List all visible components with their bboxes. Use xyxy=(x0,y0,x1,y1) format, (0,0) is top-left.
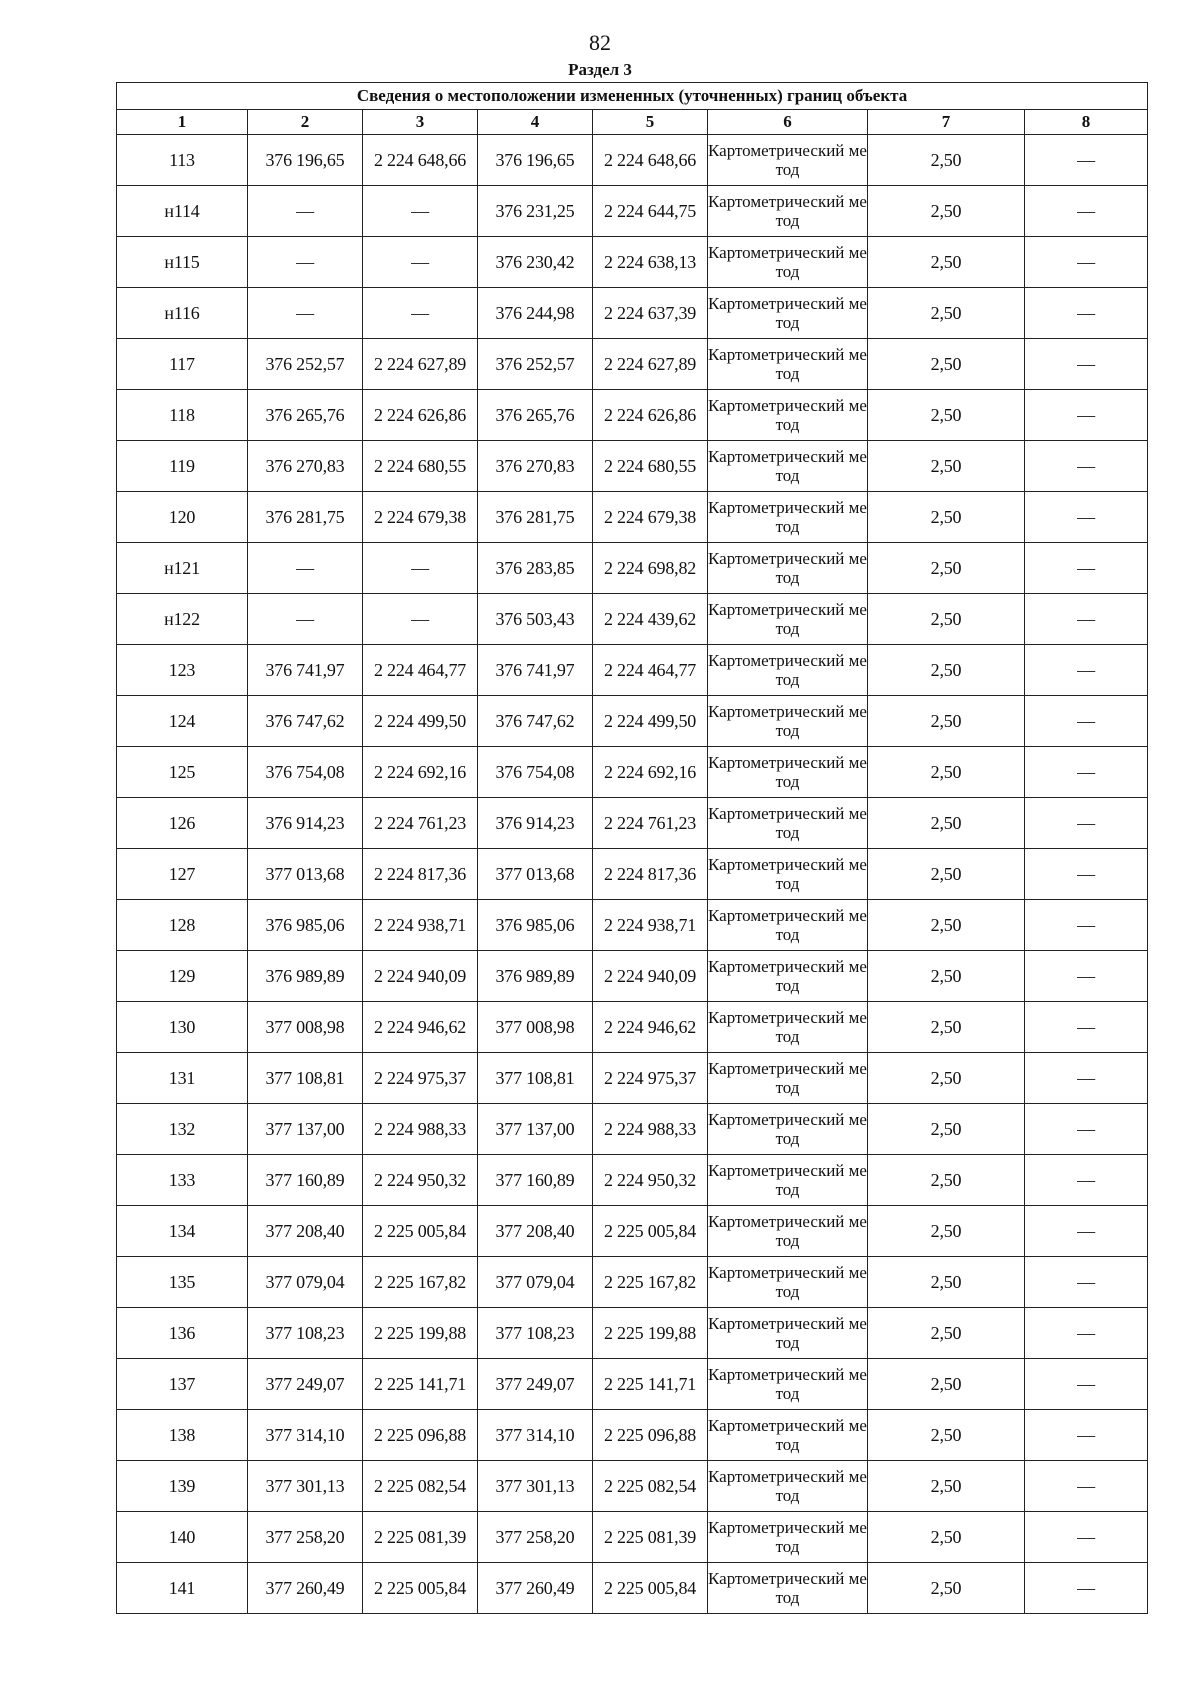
table-row xyxy=(117,1410,1148,1461)
point-name-cell: 129 xyxy=(117,951,248,1002)
x-updated-cell: 376 244,98 xyxy=(478,288,593,339)
x-existing-cell: 376 270,83 xyxy=(248,441,363,492)
y-updated-cell: 2 224 940,09 xyxy=(593,951,708,1002)
x-updated-cell: 376 754,08 xyxy=(478,747,593,798)
y-updated-cell: 2 224 644,75 xyxy=(593,186,708,237)
table-row xyxy=(117,390,1148,441)
table-row xyxy=(117,135,1148,186)
method-cell: Картометрический метод xyxy=(708,1155,868,1206)
x-updated-cell: 377 314,10 xyxy=(478,1410,593,1461)
page-number: 82 xyxy=(589,30,611,55)
x-updated-cell: 377 301,13 xyxy=(478,1461,593,1512)
method-cell: Картометрический метод xyxy=(708,798,868,849)
note-cell: — xyxy=(1025,237,1148,288)
point-name-cell: 126 xyxy=(117,798,248,849)
y-existing-cell: 2 224 938,71 xyxy=(363,900,478,951)
method-cell: Картометрический метод xyxy=(708,1512,868,1563)
y-existing-cell: 2 225 199,88 xyxy=(363,1308,478,1359)
x-updated-cell: 376 231,25 xyxy=(478,186,593,237)
accuracy-cell: 2,50 xyxy=(868,390,1025,441)
table-row xyxy=(117,339,1148,390)
accuracy-cell: 2,50 xyxy=(868,951,1025,1002)
y-existing-cell: — xyxy=(363,594,478,645)
y-updated-cell: 2 225 096,88 xyxy=(593,1410,708,1461)
y-existing-cell: 2 224 692,16 xyxy=(363,747,478,798)
column-number: 1 xyxy=(117,110,248,135)
table-row xyxy=(117,1563,1148,1614)
y-updated-cell: 2 224 648,66 xyxy=(593,135,708,186)
note-cell: — xyxy=(1025,1410,1148,1461)
table-row xyxy=(117,1512,1148,1563)
y-updated-cell: 2 224 464,77 xyxy=(593,645,708,696)
point-name-cell: 138 xyxy=(117,1410,248,1461)
y-updated-cell: 2 224 627,89 xyxy=(593,339,708,390)
method-cell: Картометрический метод xyxy=(708,696,868,747)
method-cell: Картометрический метод xyxy=(708,1461,868,1512)
method-cell: Картометрический метод xyxy=(708,1002,868,1053)
x-existing-cell: 376 252,57 xyxy=(248,339,363,390)
table-row xyxy=(117,594,1148,645)
method-cell: Картометрический метод xyxy=(708,747,868,798)
note-cell: — xyxy=(1025,594,1148,645)
note-cell: — xyxy=(1025,696,1148,747)
table-row xyxy=(117,1002,1148,1053)
point-name-cell: 136 xyxy=(117,1308,248,1359)
y-updated-cell: 2 224 950,32 xyxy=(593,1155,708,1206)
x-updated-cell: 376 503,43 xyxy=(478,594,593,645)
x-updated-cell: 377 008,98 xyxy=(478,1002,593,1053)
column-number: 3 xyxy=(363,110,478,135)
point-name-cell: н115 xyxy=(117,237,248,288)
table-row xyxy=(117,696,1148,747)
accuracy-cell: 2,50 xyxy=(868,849,1025,900)
point-name-cell: н114 xyxy=(117,186,248,237)
accuracy-cell: 2,50 xyxy=(868,594,1025,645)
note-cell: — xyxy=(1025,135,1148,186)
x-existing-cell: 377 008,98 xyxy=(248,1002,363,1053)
method-cell: Картометрический метод xyxy=(708,1104,868,1155)
note-cell: — xyxy=(1025,1053,1148,1104)
y-updated-cell: 2 224 946,62 xyxy=(593,1002,708,1053)
note-cell: — xyxy=(1025,1257,1148,1308)
table-row xyxy=(117,1257,1148,1308)
note-cell: — xyxy=(1025,1512,1148,1563)
table-row xyxy=(117,492,1148,543)
x-updated-cell: 376 265,76 xyxy=(478,390,593,441)
note-cell: — xyxy=(1025,492,1148,543)
x-updated-cell: 377 079,04 xyxy=(478,1257,593,1308)
note-cell: — xyxy=(1025,186,1148,237)
y-updated-cell: 2 224 499,50 xyxy=(593,696,708,747)
table-body xyxy=(117,135,1148,1614)
y-existing-cell: 2 224 946,62 xyxy=(363,1002,478,1053)
table-row xyxy=(117,951,1148,1002)
y-existing-cell: 2 224 626,86 xyxy=(363,390,478,441)
y-existing-cell: 2 225 005,84 xyxy=(363,1206,478,1257)
point-name-cell: 137 xyxy=(117,1359,248,1410)
table-row xyxy=(117,849,1148,900)
method-cell: Картометрический метод xyxy=(708,1257,868,1308)
y-existing-cell: 2 224 950,32 xyxy=(363,1155,478,1206)
accuracy-cell: 2,50 xyxy=(868,1563,1025,1614)
method-cell: Картометрический метод xyxy=(708,441,868,492)
boundary-coordinates-table xyxy=(116,82,1148,1614)
method-cell: Картометрический метод xyxy=(708,339,868,390)
table-row xyxy=(117,441,1148,492)
x-updated-cell: 377 258,20 xyxy=(478,1512,593,1563)
y-updated-cell: 2 224 988,33 xyxy=(593,1104,708,1155)
point-name-cell: 120 xyxy=(117,492,248,543)
x-updated-cell: 376 252,57 xyxy=(478,339,593,390)
point-name-cell: 130 xyxy=(117,1002,248,1053)
y-updated-cell: 2 224 761,23 xyxy=(593,798,708,849)
x-existing-cell: 376 914,23 xyxy=(248,798,363,849)
table-row xyxy=(117,1461,1148,1512)
y-existing-cell: — xyxy=(363,186,478,237)
point-name-cell: 123 xyxy=(117,645,248,696)
accuracy-cell: 2,50 xyxy=(868,1308,1025,1359)
method-cell: Картометрический метод xyxy=(708,1563,868,1614)
accuracy-cell: 2,50 xyxy=(868,186,1025,237)
note-cell: — xyxy=(1025,900,1148,951)
method-cell: Картометрический метод xyxy=(708,543,868,594)
x-existing-cell: 377 160,89 xyxy=(248,1155,363,1206)
y-existing-cell: 2 224 761,23 xyxy=(363,798,478,849)
note-cell: — xyxy=(1025,747,1148,798)
note-cell: — xyxy=(1025,1461,1148,1512)
y-existing-cell: 2 225 141,71 xyxy=(363,1359,478,1410)
accuracy-cell: 2,50 xyxy=(868,696,1025,747)
y-updated-cell: 2 225 082,54 xyxy=(593,1461,708,1512)
table-row xyxy=(117,1053,1148,1104)
x-existing-cell: 377 108,81 xyxy=(248,1053,363,1104)
method-cell: Картометрический метод xyxy=(708,135,868,186)
column-numbers-row xyxy=(117,110,1148,135)
x-updated-cell: 376 747,62 xyxy=(478,696,593,747)
x-existing-cell: — xyxy=(248,186,363,237)
y-existing-cell: 2 225 082,54 xyxy=(363,1461,478,1512)
accuracy-cell: 2,50 xyxy=(868,492,1025,543)
y-updated-cell: 2 224 698,82 xyxy=(593,543,708,594)
x-existing-cell: 377 314,10 xyxy=(248,1410,363,1461)
table-row xyxy=(117,237,1148,288)
accuracy-cell: 2,50 xyxy=(868,1155,1025,1206)
y-existing-cell: 2 224 464,77 xyxy=(363,645,478,696)
x-updated-cell: 376 270,83 xyxy=(478,441,593,492)
x-updated-cell: 376 741,97 xyxy=(478,645,593,696)
point-name-cell: н121 xyxy=(117,543,248,594)
note-cell: — xyxy=(1025,798,1148,849)
point-name-cell: 125 xyxy=(117,747,248,798)
y-updated-cell: 2 225 167,82 xyxy=(593,1257,708,1308)
x-existing-cell: 377 260,49 xyxy=(248,1563,363,1614)
x-updated-cell: 376 914,23 xyxy=(478,798,593,849)
x-updated-cell: 376 281,75 xyxy=(478,492,593,543)
x-updated-cell: 377 208,40 xyxy=(478,1206,593,1257)
note-cell: — xyxy=(1025,339,1148,390)
x-existing-cell: 377 108,23 xyxy=(248,1308,363,1359)
section-title: Раздел 3 xyxy=(568,60,632,79)
point-name-cell: 131 xyxy=(117,1053,248,1104)
note-cell: — xyxy=(1025,849,1148,900)
column-number: 8 xyxy=(1025,110,1148,135)
y-updated-cell: 2 224 692,16 xyxy=(593,747,708,798)
accuracy-cell: 2,50 xyxy=(868,543,1025,594)
accuracy-cell: 2,50 xyxy=(868,237,1025,288)
x-existing-cell: — xyxy=(248,288,363,339)
accuracy-cell: 2,50 xyxy=(868,339,1025,390)
x-existing-cell: 377 258,20 xyxy=(248,1512,363,1563)
y-existing-cell: 2 224 988,33 xyxy=(363,1104,478,1155)
y-updated-cell: 2 224 938,71 xyxy=(593,900,708,951)
point-name-cell: 118 xyxy=(117,390,248,441)
method-cell: Картометрический метод xyxy=(708,492,868,543)
y-existing-cell: 2 224 499,50 xyxy=(363,696,478,747)
x-existing-cell: 376 741,97 xyxy=(248,645,363,696)
point-name-cell: 117 xyxy=(117,339,248,390)
table-row xyxy=(117,1104,1148,1155)
y-existing-cell: 2 225 096,88 xyxy=(363,1410,478,1461)
method-cell: Картометрический метод xyxy=(708,1206,868,1257)
x-existing-cell: 376 196,65 xyxy=(248,135,363,186)
table-row xyxy=(117,747,1148,798)
point-name-cell: 133 xyxy=(117,1155,248,1206)
y-updated-cell: 2 225 005,84 xyxy=(593,1563,708,1614)
note-cell: — xyxy=(1025,951,1148,1002)
x-existing-cell: 377 137,00 xyxy=(248,1104,363,1155)
y-existing-cell: 2 224 680,55 xyxy=(363,441,478,492)
method-cell: Картометрический метод xyxy=(708,1053,868,1104)
y-updated-cell: 2 224 637,39 xyxy=(593,288,708,339)
point-name-cell: 124 xyxy=(117,696,248,747)
x-existing-cell: 376 281,75 xyxy=(248,492,363,543)
method-cell: Картометрический метод xyxy=(708,645,868,696)
accuracy-cell: 2,50 xyxy=(868,1359,1025,1410)
y-existing-cell: 2 224 627,89 xyxy=(363,339,478,390)
method-cell: Картометрический метод xyxy=(708,849,868,900)
accuracy-cell: 2,50 xyxy=(868,1104,1025,1155)
y-existing-cell: — xyxy=(363,288,478,339)
x-updated-cell: 377 137,00 xyxy=(478,1104,593,1155)
note-cell: — xyxy=(1025,1206,1148,1257)
accuracy-cell: 2,50 xyxy=(868,798,1025,849)
x-existing-cell: 377 208,40 xyxy=(248,1206,363,1257)
accuracy-cell: 2,50 xyxy=(868,1410,1025,1461)
column-number: 2 xyxy=(248,110,363,135)
note-cell: — xyxy=(1025,288,1148,339)
table-row xyxy=(117,543,1148,594)
method-cell: Картометрический метод xyxy=(708,900,868,951)
method-cell: Картометрический метод xyxy=(708,1359,868,1410)
note-cell: — xyxy=(1025,441,1148,492)
x-updated-cell: 376 196,65 xyxy=(478,135,593,186)
x-existing-cell: 377 301,13 xyxy=(248,1461,363,1512)
point-name-cell: 119 xyxy=(117,441,248,492)
accuracy-cell: 2,50 xyxy=(868,1461,1025,1512)
note-cell: — xyxy=(1025,1002,1148,1053)
table-row xyxy=(117,900,1148,951)
x-existing-cell: — xyxy=(248,594,363,645)
method-cell: Картометрический метод xyxy=(708,1410,868,1461)
x-existing-cell: — xyxy=(248,543,363,594)
y-updated-cell: 2 224 680,55 xyxy=(593,441,708,492)
method-cell: Картометрический метод xyxy=(708,186,868,237)
point-name-cell: 113 xyxy=(117,135,248,186)
x-existing-cell: 377 079,04 xyxy=(248,1257,363,1308)
method-cell: Картометрический метод xyxy=(708,1308,868,1359)
method-cell: Картометрический метод xyxy=(708,594,868,645)
accuracy-cell: 2,50 xyxy=(868,441,1025,492)
method-cell: Картометрический метод xyxy=(708,237,868,288)
accuracy-cell: 2,50 xyxy=(868,1257,1025,1308)
table-row xyxy=(117,798,1148,849)
note-cell: — xyxy=(1025,1155,1148,1206)
table-row xyxy=(117,1206,1148,1257)
x-updated-cell: 377 260,49 xyxy=(478,1563,593,1614)
x-updated-cell: 377 249,07 xyxy=(478,1359,593,1410)
note-cell: — xyxy=(1025,1563,1148,1614)
x-updated-cell: 376 230,42 xyxy=(478,237,593,288)
accuracy-cell: 2,50 xyxy=(868,1002,1025,1053)
x-existing-cell: 376 265,76 xyxy=(248,390,363,441)
note-cell: — xyxy=(1025,1104,1148,1155)
y-updated-cell: 2 224 679,38 xyxy=(593,492,708,543)
y-existing-cell: 2 225 167,82 xyxy=(363,1257,478,1308)
point-name-cell: 141 xyxy=(117,1563,248,1614)
table-caption: Сведения о местоположении измененных (уточненных) границ объекта xyxy=(117,83,1148,110)
x-updated-cell: 377 013,68 xyxy=(478,849,593,900)
y-updated-cell: 2 225 141,71 xyxy=(593,1359,708,1410)
x-updated-cell: 377 160,89 xyxy=(478,1155,593,1206)
y-updated-cell: 2 224 817,36 xyxy=(593,849,708,900)
x-existing-cell: 377 249,07 xyxy=(248,1359,363,1410)
point-name-cell: 128 xyxy=(117,900,248,951)
x-updated-cell: 377 108,81 xyxy=(478,1053,593,1104)
column-number: 5 xyxy=(593,110,708,135)
x-updated-cell: 377 108,23 xyxy=(478,1308,593,1359)
y-existing-cell: 2 225 005,84 xyxy=(363,1563,478,1614)
y-updated-cell: 2 225 081,39 xyxy=(593,1512,708,1563)
x-existing-cell: 376 754,08 xyxy=(248,747,363,798)
note-cell: — xyxy=(1025,645,1148,696)
table-row xyxy=(117,1155,1148,1206)
accuracy-cell: 2,50 xyxy=(868,288,1025,339)
accuracy-cell: 2,50 xyxy=(868,747,1025,798)
method-cell: Картометрический метод xyxy=(708,390,868,441)
y-updated-cell: 2 224 626,86 xyxy=(593,390,708,441)
point-name-cell: 139 xyxy=(117,1461,248,1512)
y-updated-cell: 2 225 005,84 xyxy=(593,1206,708,1257)
x-updated-cell: 376 989,89 xyxy=(478,951,593,1002)
y-updated-cell: 2 224 638,13 xyxy=(593,237,708,288)
y-existing-cell: — xyxy=(363,237,478,288)
x-existing-cell: 377 013,68 xyxy=(248,849,363,900)
note-cell: — xyxy=(1025,1359,1148,1410)
y-updated-cell: 2 225 199,88 xyxy=(593,1308,708,1359)
y-existing-cell: 2 224 648,66 xyxy=(363,135,478,186)
accuracy-cell: 2,50 xyxy=(868,645,1025,696)
y-existing-cell: 2 224 975,37 xyxy=(363,1053,478,1104)
y-existing-cell: 2 225 081,39 xyxy=(363,1512,478,1563)
y-existing-cell: 2 224 817,36 xyxy=(363,849,478,900)
point-name-cell: 135 xyxy=(117,1257,248,1308)
point-name-cell: 134 xyxy=(117,1206,248,1257)
point-name-cell: 140 xyxy=(117,1512,248,1563)
x-existing-cell: 376 747,62 xyxy=(248,696,363,747)
y-existing-cell: — xyxy=(363,543,478,594)
accuracy-cell: 2,50 xyxy=(868,135,1025,186)
x-existing-cell: 376 985,06 xyxy=(248,900,363,951)
table-caption-row xyxy=(117,83,1148,110)
x-existing-cell: — xyxy=(248,237,363,288)
table-row xyxy=(117,288,1148,339)
note-cell: — xyxy=(1025,390,1148,441)
table-row xyxy=(117,1308,1148,1359)
note-cell: — xyxy=(1025,543,1148,594)
accuracy-cell: 2,50 xyxy=(868,1206,1025,1257)
y-updated-cell: 2 224 975,37 xyxy=(593,1053,708,1104)
column-number: 4 xyxy=(478,110,593,135)
x-updated-cell: 376 985,06 xyxy=(478,900,593,951)
x-updated-cell: 376 283,85 xyxy=(478,543,593,594)
accuracy-cell: 2,50 xyxy=(868,900,1025,951)
accuracy-cell: 2,50 xyxy=(868,1512,1025,1563)
y-updated-cell: 2 224 439,62 xyxy=(593,594,708,645)
column-number: 7 xyxy=(868,110,1025,135)
column-number: 6 xyxy=(708,110,868,135)
accuracy-cell: 2,50 xyxy=(868,1053,1025,1104)
y-existing-cell: 2 224 679,38 xyxy=(363,492,478,543)
point-name-cell: н116 xyxy=(117,288,248,339)
x-existing-cell: 376 989,89 xyxy=(248,951,363,1002)
method-cell: Картометрический метод xyxy=(708,288,868,339)
table-row xyxy=(117,1359,1148,1410)
point-name-cell: 132 xyxy=(117,1104,248,1155)
point-name-cell: 127 xyxy=(117,849,248,900)
method-cell: Картометрический метод xyxy=(708,951,868,1002)
note-cell: — xyxy=(1025,1308,1148,1359)
table-row xyxy=(117,645,1148,696)
table-row xyxy=(117,186,1148,237)
y-existing-cell: 2 224 940,09 xyxy=(363,951,478,1002)
point-name-cell: н122 xyxy=(117,594,248,645)
